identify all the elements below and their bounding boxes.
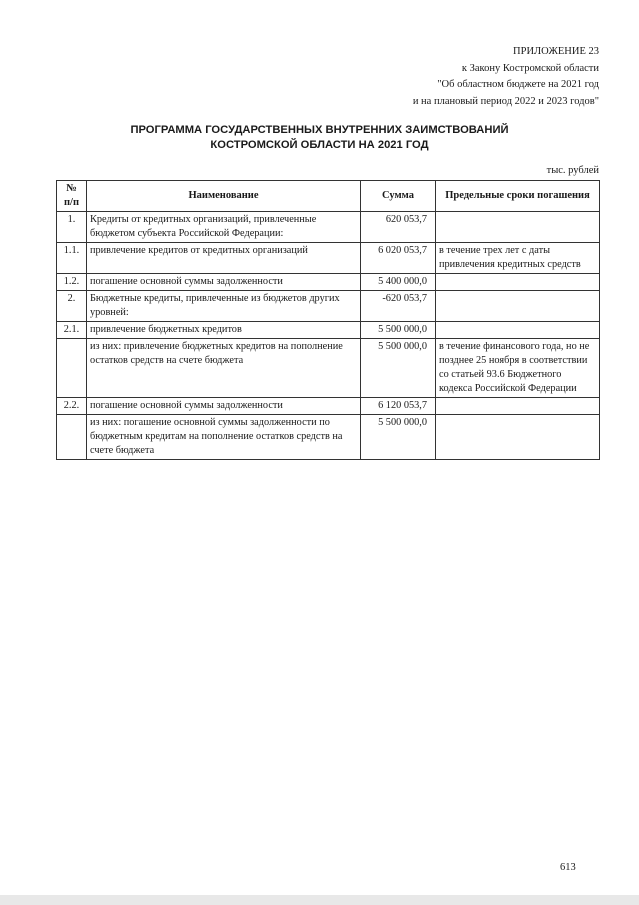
document-title-line1: ПРОГРАММА ГОСУДАРСТВЕННЫХ ВНУТРЕННИХ ЗАИМСТВОВАНИЙ xyxy=(130,124,509,136)
row-name: привлечение бюджетных кредитов xyxy=(87,322,361,339)
appendix-header xyxy=(413,44,599,110)
row-deadline xyxy=(436,415,600,460)
scan-edge-strip xyxy=(0,895,639,905)
header-number xyxy=(57,181,87,212)
document-title-line2: КОСТРОМСКОЙ ОБЛАСТИ НА 2021 ГОД xyxy=(210,139,429,151)
row-deadline: в течение трех лет с даты привлечения кредитных средств xyxy=(436,243,600,274)
header-number-line2: п/п xyxy=(63,197,80,208)
table-row xyxy=(57,274,600,291)
header-number-line1: № xyxy=(66,183,77,194)
row-number: 1. xyxy=(57,212,87,243)
row-deadline xyxy=(436,398,600,415)
row-name: из них: привлечение бюджетных кредитов на пополнение остатков средств на счете бюджета xyxy=(87,339,361,398)
row-number: 1.2. xyxy=(57,274,87,291)
appendix-title: ПРИЛОЖЕНИЕ 23 xyxy=(513,46,599,57)
row-amount: 620 053,7 xyxy=(361,212,436,243)
appendix-law-name: "Об областном бюджете на 2021 год xyxy=(437,79,599,90)
row-number: 2.2. xyxy=(57,398,87,415)
appendix-law-period: и на плановый период 2022 и 2023 годов" xyxy=(412,95,599,107)
row-amount: -620 053,7 xyxy=(361,291,436,322)
table-row xyxy=(57,243,600,274)
row-name: привлечение кредитов от кредитных организаций xyxy=(87,243,361,274)
row-amount: 5 500 000,0 xyxy=(361,415,436,460)
row-amount: 6 120 053,7 xyxy=(361,398,436,415)
header-deadline: Предельные сроки погашения xyxy=(436,181,600,212)
row-number: 1.1. xyxy=(57,243,87,274)
table-row xyxy=(57,398,600,415)
table-row xyxy=(57,322,600,339)
table-row xyxy=(57,415,600,460)
row-deadline xyxy=(436,274,600,291)
table-header-row xyxy=(57,181,600,212)
row-name: погашение основной суммы задолженности xyxy=(87,398,361,415)
page-number: 613 xyxy=(560,862,576,873)
row-name: Бюджетные кредиты, привлеченные из бюджетов других уровней: xyxy=(87,291,361,322)
table-row xyxy=(57,339,600,398)
row-name: погашение основной суммы задолженности xyxy=(87,274,361,291)
row-amount: 6 020 053,7 xyxy=(361,243,436,274)
units-label: тыс. рублей xyxy=(546,165,599,176)
row-name: из них: погашение основной суммы задолженности по бюджетным кредитам на пополнение остатков средств на счете бюджета xyxy=(87,415,361,460)
document-title xyxy=(0,123,639,153)
row-deadline xyxy=(436,322,600,339)
row-amount: 5 400 000,0 xyxy=(361,274,436,291)
row-amount: 5 500 000,0 xyxy=(361,339,436,398)
row-number xyxy=(57,415,87,460)
row-deadline: в течение финансового года, но не позднее 25 ноября в соответствии со статьей 93.6 Бюджетного кодекса Российской Федерации xyxy=(436,339,600,398)
row-deadline xyxy=(436,291,600,322)
header-name: Наименование xyxy=(87,181,361,212)
row-amount: 5 500 000,0 xyxy=(361,322,436,339)
table-row xyxy=(57,291,600,322)
appendix-law-ref: к Закону Костромской области xyxy=(461,62,599,74)
borrowing-table xyxy=(56,180,600,460)
row-number xyxy=(57,339,87,398)
row-number: 2. xyxy=(57,291,87,322)
row-deadline xyxy=(436,212,600,243)
header-amount: Сумма xyxy=(361,181,436,212)
row-number: 2.1. xyxy=(57,322,87,339)
table-row xyxy=(57,212,600,243)
row-name: Кредиты от кредитных организаций, привлеченные бюджетом субъекта Российской Федерации: xyxy=(87,212,361,243)
